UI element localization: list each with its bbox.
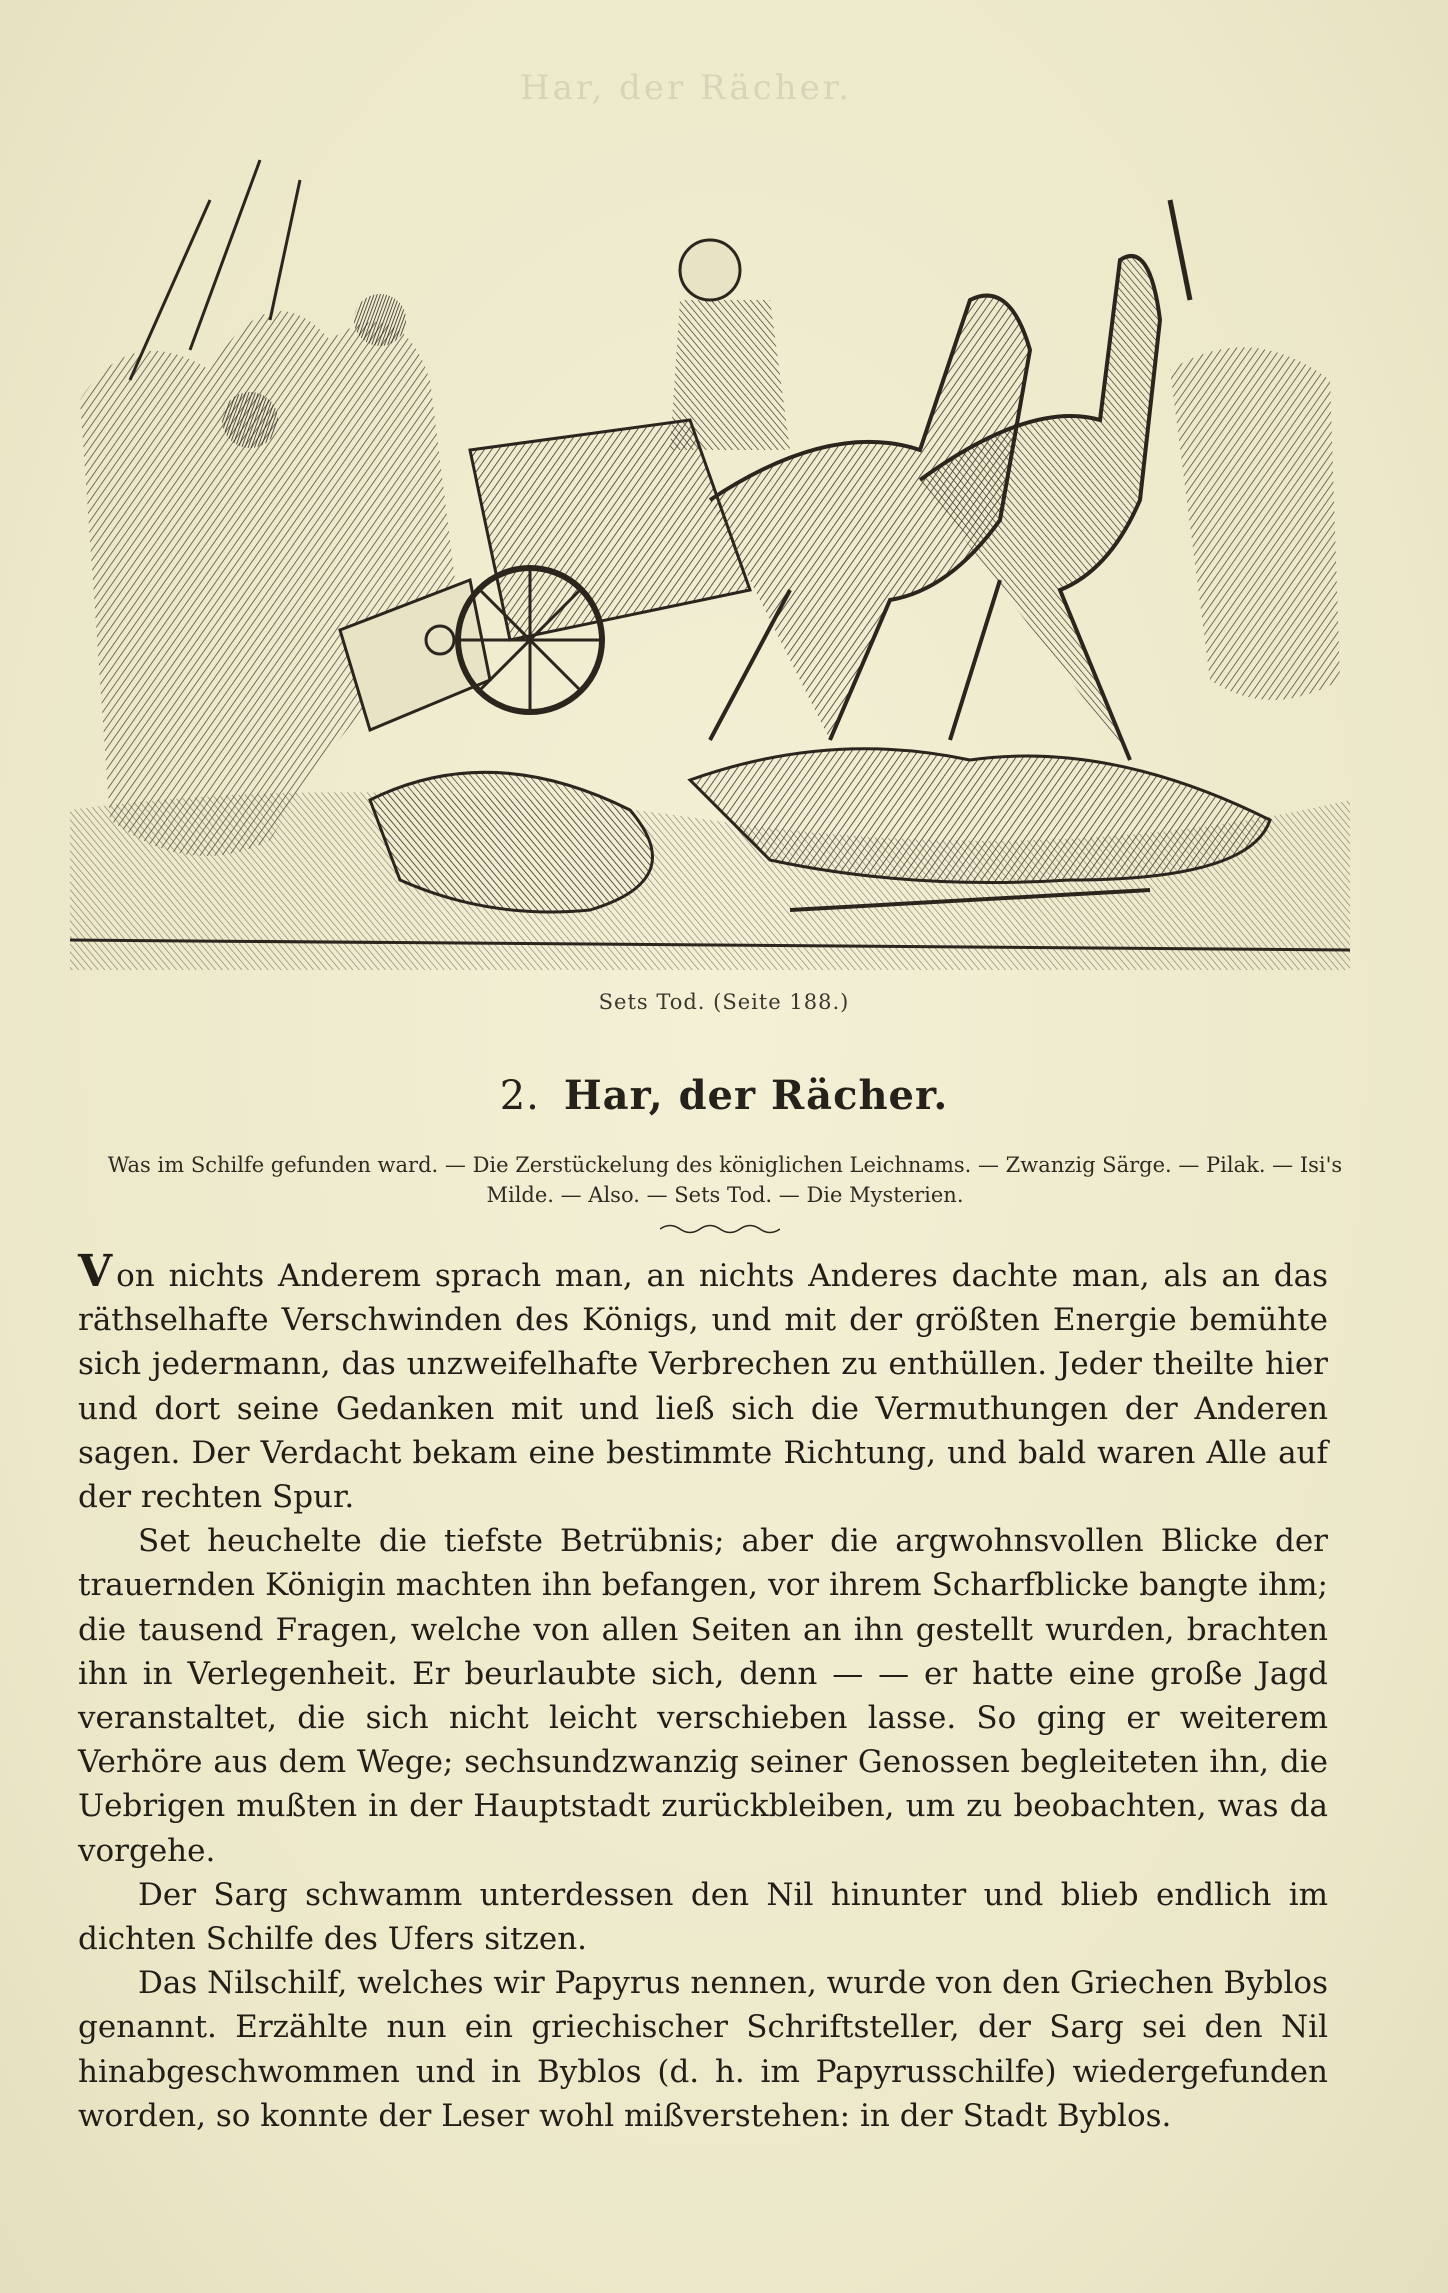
bleed-through-running-head: Har, der Rächer. bbox=[520, 68, 853, 108]
chapter-number: 2. bbox=[499, 1073, 540, 1119]
chapter-heading bbox=[0, 1072, 1448, 1119]
chapter-title-text: Har, der Rächer. bbox=[563, 1072, 949, 1119]
body-text bbox=[78, 1246, 1328, 2138]
paragraph-4: Das Nilschilf, welches wir Papyrus nennen, wurde von den Griechen Byblos genannt. Erzählte nun ein griechischer Schriftsteller, der Sarg sei den Nil hinabgeschwommen und in Byblos (d. h. im Papyrusschilfe) wiedergefunden worden, so konnte der Leser wohl mißverstehen: in der Stadt Byblos. bbox=[78, 1965, 1328, 2134]
paragraph-3: Der Sarg schwamm unterdessen den Nil hinunter und blieb endlich im dichten Schilfe des Ufers sitzen. bbox=[78, 1876, 1328, 1958]
dropcap-letter: V bbox=[78, 1246, 113, 1297]
paragraph-2: Set heuchelte die tiefste Betrübnis; aber die argwohnsvollen Blicke der trauernden Königin machten ihn befangen, vor ihrem Scharfblicke bangte ihm; die tausend Fragen, welche von allen Seiten an ihn gestellt wurden, brachten ihn in Verlegenheit. Er beurlaubte sich, denn — — er hatte eine große Jagd veranstaltet, die sich nicht leicht verschieben lasse. So ging er weiterem Verhöre aus dem Wege; sechsundzwanzig seiner Genossen begleiteten ihn, die Uebrigen mußten in der Hauptstadt zurückbleiben, um zu beobachten, was da vorgehe. bbox=[78, 1523, 1328, 1869]
paragraph-1-text: on nichts Anderem sprach man, an nichts Anderes dachte man, als an das räthselhafte Verschwinden des Königs, und mit der größten Energie bemühte sich jedermann, das unzweifelhafte Verbrechen zu enthüllen. Jeder theilte hier und dort seine Gedanken mit und ließ sich die Vermuthungen der Anderen sagen. Der Verdacht bekam eine bestimmte Richtung, und bald waren Alle auf der rechten Spur. bbox=[78, 1258, 1328, 1516]
illustration-caption: Sets Tod. (Seite 188.) bbox=[598, 990, 850, 1014]
ornament-divider bbox=[660, 1222, 780, 1236]
chapter-summary: Was im Schilfe gefunden ward. — Die Zerstückelung des königlichen Leichnams. — Zwanzig Särge. — Pilak. — Isi's Milde. — Also. — Sets Tod. — Die Mysterien. bbox=[107, 1153, 1343, 1207]
engraving-illustration bbox=[70, 120, 1350, 970]
paragraph-1 bbox=[78, 1246, 1328, 1519]
